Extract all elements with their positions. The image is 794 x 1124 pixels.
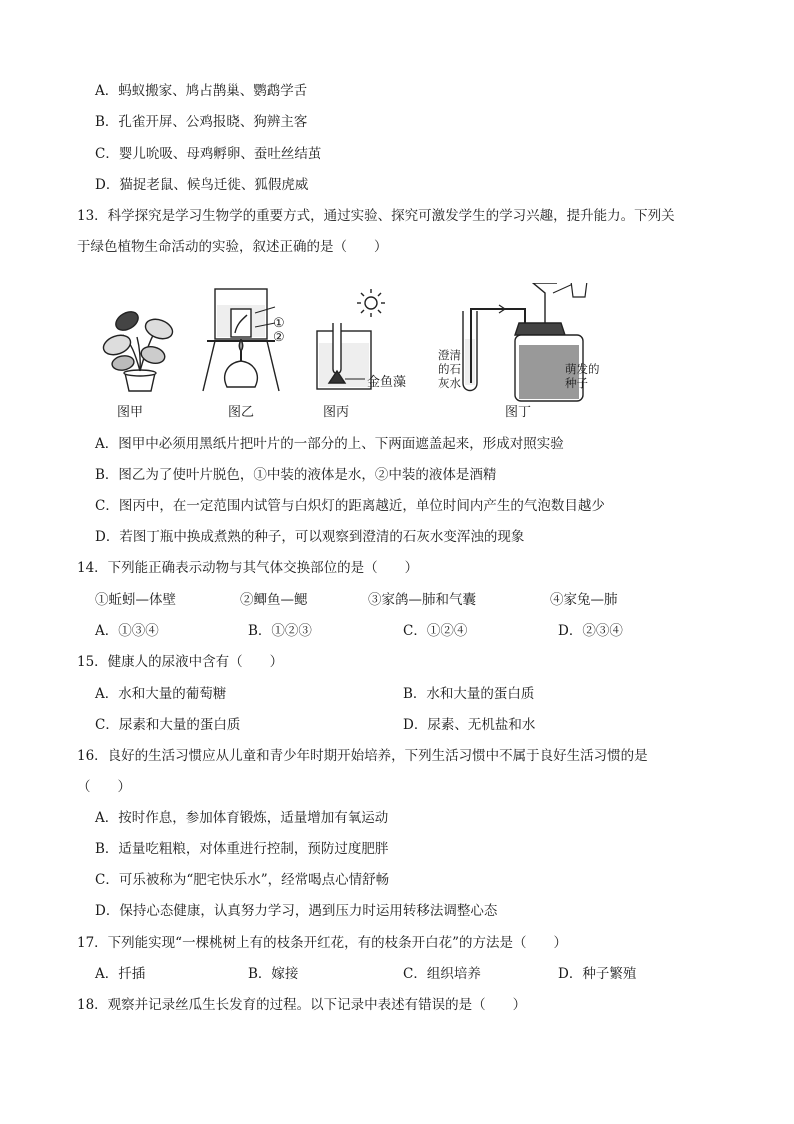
q13-stem-line1: 13．科学探究是学习生物学的重要方式，通过实验、探究可激发学生的学习兴趣，提升能力。下列关 [77,208,675,224]
q16-option-d: D．保持心态健康，认真努力学习，遇到压力时运用转移法调整心态 [95,903,498,919]
q14-option-b: B．①②③ [248,623,312,639]
q14-item-3: ③家鸽—肺和气囊 [368,592,476,608]
q13-figures [95,283,615,423]
seeds-label-1: 萌发的 [565,362,600,376]
q12-option-c: C．婴儿吮吸、母鸡孵卵、蚕吐丝结茧 [95,146,322,162]
q14-item-2: ②鲫鱼—鳃 [240,592,308,608]
limewater-label-1: 澄清 [438,348,461,362]
q16-option-a: A．按时作息，参加体育锻炼，适量增加有氧运动 [95,810,389,826]
q13-stem-line2: 于绿色植物生命活动的实验，叙述正确的是（ ） [77,239,388,255]
q16-stem-line1: 16．良好的生活习惯应从儿童和青少年时期开始培养，下列生活习惯中不属于良好生活习惯的是 [77,748,648,764]
figure-bing-label: 图丙 [323,405,350,420]
q16-stem-line2: （ ） [77,779,131,795]
marker-1: ① [273,316,285,331]
figure-jia-label: 图甲 [117,405,144,420]
q15-stem: 15．健康人的尿液中含有（ ） [77,654,284,670]
q17-option-c: C．组织培养 [403,966,481,982]
q13-option-c: C．图丙中，在一定范围内试管与白炽灯的距离越近，单位时间内产生的气泡数目越少 [95,498,605,514]
q13-option-b: B．图乙为了使叶片脱色，①中装的液体是水，②中装的液体是酒精 [95,467,497,483]
q18-stem: 18．观察并记录丝瓜生长发育的过程。以下记录中表述有错误的是（ ） [77,997,527,1013]
marker-2: ② [273,330,285,345]
limewater-label-2: 的石 [438,362,461,376]
q12-option-b: B．孔雀开屏、公鸡报晓、狗辨主客 [95,114,308,130]
q15-option-c: C．尿素和大量的蛋白质 [95,717,241,733]
q17-stem: 17．下列能实现“一棵桃树上有的枝条开红花，有的枝条开白花”的方法是（ ） [77,935,567,951]
q13-option-d: D．若图丁瓶中换成煮熟的种子，可以观察到澄清的石灰水变浑浊的现象 [95,529,525,545]
q17-option-a: A．扦插 [95,966,146,982]
q14-option-c: C．①②④ [403,623,468,639]
figure-yi-label: 图乙 [228,405,255,420]
q17-option-d: D．种子繁殖 [558,966,637,982]
q16-option-c: C．可乐被称为“肥宅快乐水”，经常喝点心情舒畅 [95,872,390,888]
figure-yi-water-bath [203,289,279,391]
q17-option-b: B．嫁接 [248,966,299,982]
seeds-label-2: 种子 [565,376,588,390]
q13-option-a: A．图甲中必须用黑纸片把叶片的一部分的上、下两面遮盖起来，形成对照实验 [95,436,564,452]
q14-item-4: ④家兔—肺 [550,592,618,608]
limewater-label-3: 灰水 [438,376,461,390]
q15-option-b: B．水和大量的蛋白质 [403,686,535,702]
experiment-illustration [95,283,615,423]
q12-option-d: D．猫捉老鼠、候鸟迁徙、狐假虎威 [95,177,309,193]
q14-option-a: A．①③④ [95,623,159,639]
figure-ding-label: 图丁 [505,405,532,420]
q16-option-b: B．适量吃粗粮，对体重进行控制，预防过度肥胖 [95,841,389,857]
q15-option-d: D．尿素、无机盐和水 [403,717,536,733]
q14-stem: 14．下列能正确表示动物与其气体交换部位的是（ ） [77,560,419,576]
q12-option-a: A．蚂蚁搬家、鸠占鹊巢、鹦鹉学舌 [95,83,308,99]
goldfish-weed-label: 金鱼藻 [367,375,407,390]
q15-option-a: A．水和大量的葡萄糖 [95,686,227,702]
figure-jia-plant [101,308,175,391]
q14-option-d: D．②③④ [558,623,623,639]
q14-item-1: ①蚯蚓—体壁 [95,592,176,608]
